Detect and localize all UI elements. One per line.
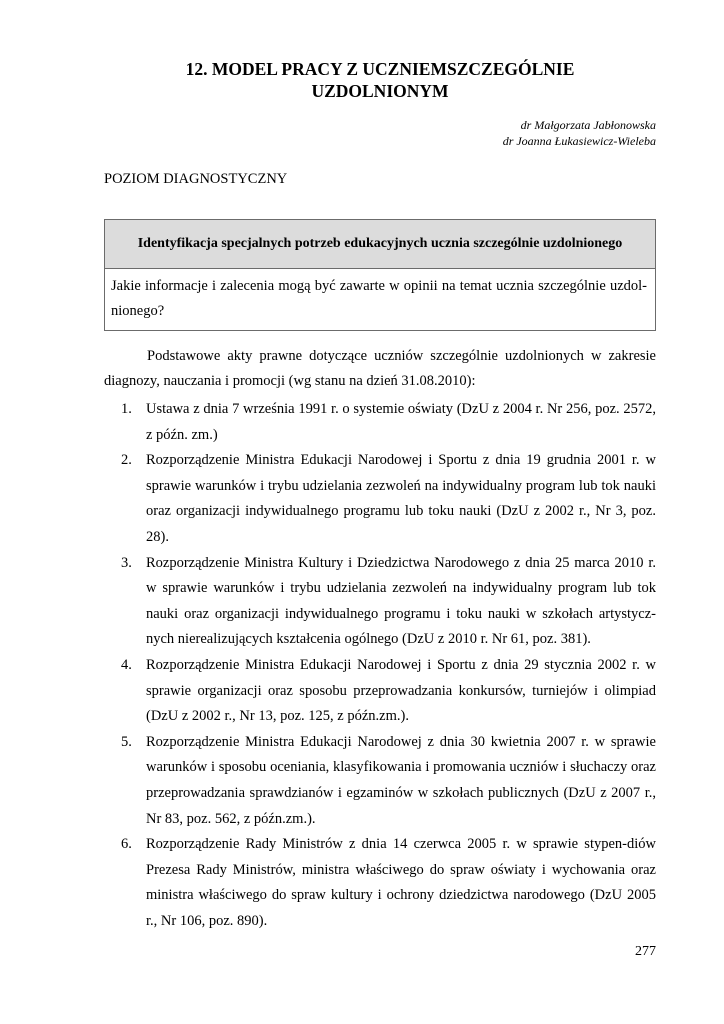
list-item-text: Rozporządzenie Rady Ministrów z dnia 14 czerwca 2005 r. w sprawie stypen-diów Prezesa Rady Ministrów, ministra właściwego do spraw oświaty i wychowania oraz ministra właściwego do spraw kultury i ochrony dziedzictwa narodowego (DzU 2005 r., Nr 106, poz. 890).	[146, 836, 656, 929]
intro-paragraph: Podstawowe akty prawne dotyczące uczniów szczególnie uzdolnionych w zakresie diagnozy, nauczania i promocji (wg stanu na dzień 31.08.2010):	[104, 348, 656, 389]
list-item	[104, 653, 656, 730]
list-item-number: 5.	[121, 733, 132, 750]
info-box	[104, 219, 656, 331]
info-box-question: Jakie informacje i zalecenia mogą być zawarte w opinii na temat ucznia szczególnie uzdol-nionego?	[111, 278, 647, 319]
list-item	[104, 832, 656, 934]
list-item-number: 6.	[121, 836, 132, 853]
list-item	[104, 730, 656, 832]
info-box-header: Identyfikacja specjalnych potrzeb edukacyjnych ucznia szczególnie uzdolnionego	[105, 220, 655, 269]
list-item-text: Rozporządzenie Ministra Kultury i Dziedzictwa Narodowego z dnia 25 marca 2010 r. w sprawie warunków i trybu udzielania zezwoleń na indywidualny program lub tok nauki oraz organizacji indywidualnego programu i toku nauki w szkołach artystycz-nych nierealizujących kształcenia ogólnego (DzU z 2010 r. Nr 61, poz. 381).	[146, 554, 656, 648]
legal-acts-list	[104, 397, 656, 934]
author-name: dr Małgorzata Jabłonowska	[520, 118, 656, 132]
chapter-title-line-1: 12. MODEL PRACY Z UCZNIEMSZCZEGÓLNIE	[185, 59, 575, 79]
list-item-number: 1.	[121, 401, 132, 417]
list-item-text: Ustawa z dnia 7 września 1991 r. o systemie oświaty (DzU z 2004 r. Nr 256, poz. 2572, z późn. zm.)	[146, 401, 656, 443]
list-item-text: Rozporządzenie Ministra Edukacji Narodowej i Sportu z dnia 19 grudnia 2001 r. w sprawie warunków i trybu udzielania zezwoleń na indywidualny program lub tok nauki oraz organizacji indywidualnego programu lub toku nauki (DzU z 2002 r., Nr 3, poz. 28).	[146, 452, 656, 545]
list-item-number: 3.	[121, 554, 132, 571]
list-item-number: 2.	[121, 452, 132, 469]
list-item	[104, 448, 656, 550]
list-item	[104, 397, 656, 448]
list-item-text: Rozporządzenie Ministra Edukacji Narodowej i Sportu z dnia 29 stycznia 2002 r. w sprawie organizacji oraz sposobu przeprowadzania konkursów, turniejów i olimpiad (DzU z 2002 r., Nr 13, poz. 125, z późn.zm.).	[146, 656, 656, 725]
chapter-title	[104, 58, 656, 102]
page-number: 277	[635, 944, 656, 959]
list-item-text: Rozporządzenie Ministra Edukacji Narodowej z dnia 30 kwietnia 2007 r. w sprawie warunków i sposobu oceniania, klasyfikowania i promowania uczniów i słuchaczy oraz przeprowadzania sprawdzianów i egzaminów w szkołach publicznych (DzU z 2007 r., Nr 83, poz. 562, z późn.zm.).	[146, 733, 656, 827]
section-heading: POZIOM DIAGNOSTYCZNY	[104, 171, 288, 187]
list-item-number: 4.	[121, 656, 132, 673]
chapter-title-line-2: UZDOLNIONYM	[311, 81, 449, 101]
author-name: dr Joanna Łukasiewicz-Wieleba	[502, 134, 656, 148]
list-item	[104, 551, 656, 653]
author-list	[503, 117, 656, 149]
